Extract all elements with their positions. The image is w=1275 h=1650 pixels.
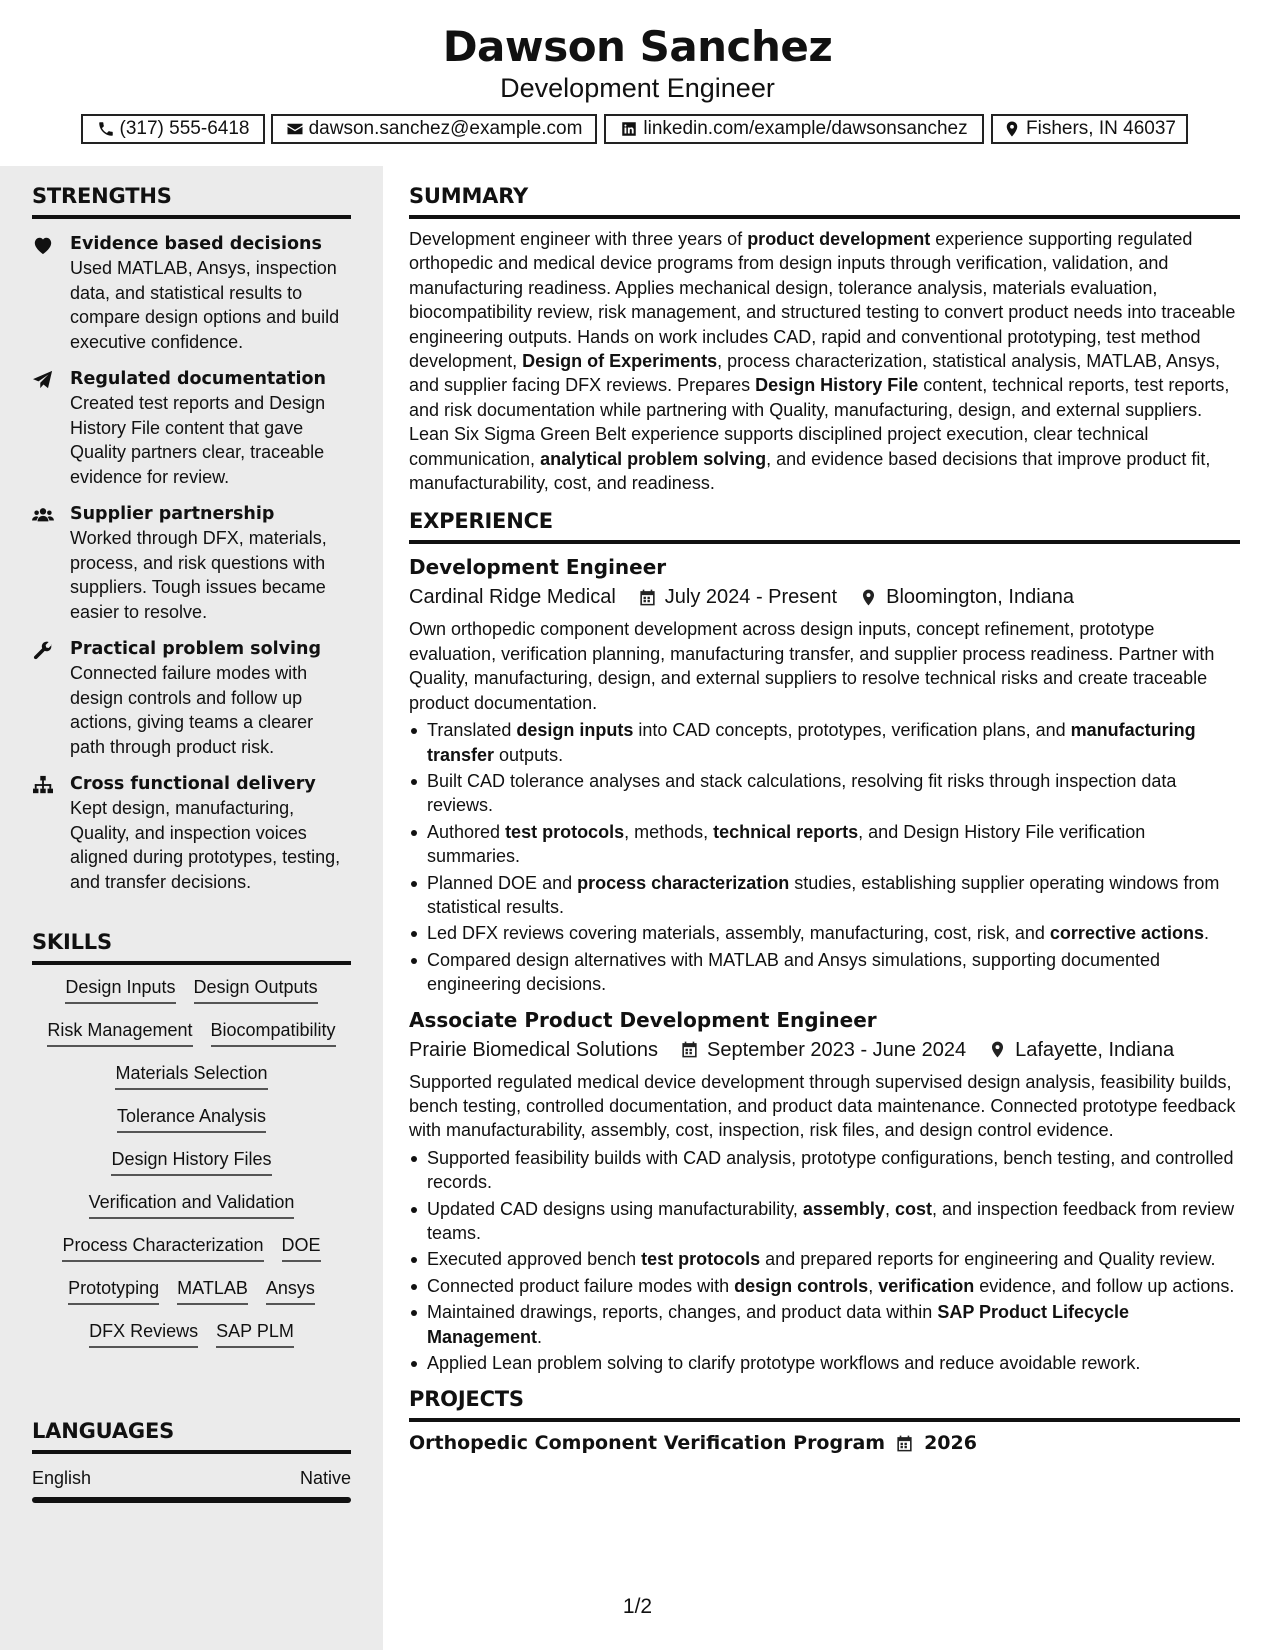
skills-section [32,930,351,1348]
location-pin-icon [1003,120,1021,138]
skill-tag: DFX Reviews [89,1319,198,1348]
strength-title: Regulated documentation [70,369,326,389]
wrench-icon [32,640,54,660]
envelope-icon [286,120,304,138]
paper-plane-icon [32,370,54,390]
job-location: Bloomington, Indiana [886,586,1075,609]
bullet-item: Connected product failure modes with design controls, verification evidence, and follow up actions. [409,1274,1240,1298]
page-number: 1/2 [622,1595,653,1618]
candidate-name: Dawson Sanchez [442,22,833,71]
strength-title: Practical problem solving [70,639,322,659]
bullet-item: Compared design alternatives with MATLAB and Ansys simulations, supporting documented engineering decisions. [409,948,1240,997]
language-level-bar [32,1497,351,1503]
bullet-item: Translated design inputs into CAD concepts, prototypes, verification plans, and manufacturing transfer outputs. [409,718,1240,767]
bullet-item: Updated CAD designs using manufacturability, assembly, cost, and inspection feedback from review teams. [409,1197,1240,1246]
bullet-item: Maintained drawings, reports, changes, and product data within SAP Product Lifecycle Management. [409,1300,1240,1349]
projects-heading: PROJECTS [409,1387,1240,1422]
bullet-item: Applied Lean problem solving to clarify prototype workflows and reduce avoidable rework. [409,1351,1240,1375]
sitemap-icon [32,775,54,795]
strength-item [32,232,351,354]
languages-heading: LANGUAGES [32,1419,351,1454]
skill-tag: Design History Files [111,1147,271,1176]
skill-tag: MATLAB [177,1276,248,1305]
job-location: Lafayette, Indiana [1015,1038,1175,1061]
bullet-item: Supported feasibility builds with CAD analysis, prototype configurations, bench testing, and controlled records. [409,1146,1240,1195]
strength-desc: Connected failure modes with design controls and follow up actions, giving teams a clearer path through product risk. [70,663,314,757]
bullet-item: Built CAD tolerance analyses and stack calculations, resolving fit risks through inspection data reviews. [409,769,1240,818]
strength-item [32,772,351,894]
strength-item [32,637,351,759]
projects-section [409,1387,1240,1458]
strengths-heading: STRENGTHS [32,184,351,219]
project-title: Orthopedic Component Verification Program [409,1432,886,1455]
skills-list [32,975,351,1348]
job-description: Own orthopedic component development across design inputs, concept refinement, prototype evaluation, verification planning, manufacturing transfer, and supplier process readiness. Partner with Quality, manufacturing, design, and external suppliers to resolve technical risks and create traceable product documentation. [409,619,1215,713]
strength-title: Evidence based decisions [70,234,322,254]
strength-item [32,367,351,489]
skill-tag: Prototyping [68,1276,159,1305]
strengths-section [32,184,351,894]
contact-linkedin[interactable] [604,114,984,144]
languages-section [32,1419,351,1503]
skill-tag: Design Outputs [194,975,318,1004]
location-pin-icon [859,588,878,607]
project-entry [409,1428,1240,1458]
strength-desc: Used MATLAB, Ansys, inspection data, and statistical results to compare design options and build executive confidence. [70,258,340,352]
contact-bar [0,114,1275,144]
language-row [32,1468,351,1489]
skill-tag: Ansys [266,1276,315,1305]
skills-heading: SKILLS [32,930,351,965]
experience-section [409,509,1240,1375]
calendar-icon [895,1434,914,1453]
contact-location[interactable] [991,114,1188,144]
calendar-icon [680,1040,699,1059]
strength-title: Supplier partnership [70,504,275,524]
skill-tag: Design Inputs [65,975,175,1004]
location-pin-icon [988,1040,1007,1059]
bullet-item: Executed approved bench test protocols and prepared reports for engineering and Quality review. [409,1247,1240,1271]
strength-title: Cross functional delivery [70,774,316,794]
project-date: 2026 [924,1432,977,1455]
calendar-icon [638,588,657,607]
job-bullets [409,718,1240,996]
job-entry-title: Development Engineer [409,555,667,580]
strength-desc: Created test reports and Design History File content that gave Quality partners clear, traceable evidence for review. [70,393,326,487]
bullet-item: Authored test protocols, methods, technical reports, and Design History File verification summaries. [409,820,1240,869]
summary-section [409,184,1240,495]
contact-email-text: dawson.sanchez@example.com [308,118,583,139]
job-description: Supported regulated medical device development through supervised design analysis, feasibility builds, bench testing, controlled documentation, and product data maintenance. Connected prototype feedback with manufacturability, assembly, cost, inspection, risk files, and design control evidence. [409,1071,1236,1141]
skill-tag: Tolerance Analysis [117,1104,266,1133]
heart-icon [32,235,54,255]
job-entry [409,552,1240,996]
phone-icon [97,120,115,138]
bullet-item: Led DFX reviews covering materials, assembly, manufacturing, cost, risk, and corrective actions. [409,921,1240,945]
job-entry-meta [409,1035,1240,1065]
job-dates: September 2023 - June 2024 [707,1038,967,1061]
contact-phone-text: (317) 555-6418 [119,118,250,139]
job-title: Development Engineer [500,73,775,103]
skill-tag: Biocompatibility [211,1018,336,1047]
job-dates: July 2024 - Present [664,586,838,609]
job-company: Prairie Biomedical Solutions [409,1038,659,1061]
job-entry-title: Associate Product Development Engineer [409,1007,877,1032]
skill-tag: Verification and Validation [89,1190,295,1219]
language-name: English [32,1468,92,1488]
contact-phone[interactable] [81,114,265,144]
experience-heading: EXPERIENCE [409,509,1240,544]
main-content [409,166,1240,1458]
skill-tag: DOE [282,1233,321,1262]
skill-tag: Materials Selection [115,1061,267,1090]
sidebar [0,166,383,1650]
job-bullets [409,1146,1240,1376]
job-entry [409,1005,1240,1376]
strength-desc: Kept design, manufacturing, Quality, and inspection voices aligned during prototypes, testing, and transfer decisions. [70,798,341,892]
summary-heading: SUMMARY [409,184,1240,219]
contact-linkedin-text: linkedin.com/example/dawsonsanchez [643,118,968,139]
contact-location-text: Fishers, IN 46037 [1026,118,1176,139]
language-level: Native [299,1468,351,1488]
strength-item [32,502,351,624]
users-icon [32,505,54,525]
skill-tag: Risk Management [47,1018,192,1047]
summary-text: Development engineer with three years of product development experience supporting regulated orthopedic and medical device programs from design inputs through verification, validation, and manufacturing readiness. Applies mechanical design, tolerance analysis, materials evaluation, biocompatibility review, risk management, and structured testing to convert product needs into traceable engineering outputs. Hands on work includes CAD, rapid and conventional prototyping, test method development, Design of Experiments, process characterization, statistical analysis, MATLAB, Ansys, and supplier facing DFX reviews. Prepares Design History File content, technical reports, test reports, and risk documentation while partnering with Quality, manufacturing, design, and external suppliers. Lean Six Sigma Green Belt experience supports disciplined project execution, clear technical communication, analytical problem solving, and evidence based decisions that improve product fit, manufacturability, cost, and readiness. [409,229,1236,494]
strength-desc: Worked through DFX, materials, process, and risk questions with suppliers. Tough issues became easier to resolve. [70,528,327,622]
bullet-item: Planned DOE and process characterization studies, establishing supplier operating windows from statistical results. [409,871,1240,920]
skill-tag: Process Characterization [62,1233,263,1262]
linkedin-icon [620,120,638,138]
job-entry-meta [409,582,1240,612]
skill-tag: SAP PLM [216,1319,294,1348]
job-company: Cardinal Ridge Medical [409,586,616,609]
contact-email[interactable] [271,114,597,144]
